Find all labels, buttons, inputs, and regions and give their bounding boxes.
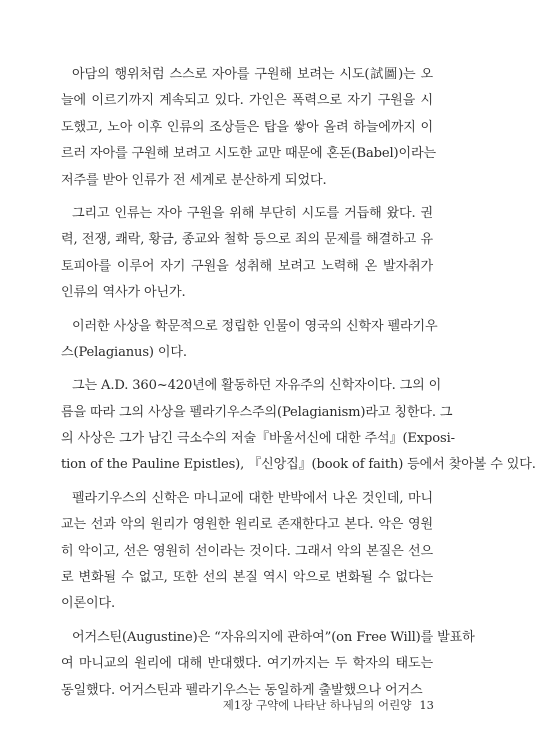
text-line: 그리고 인류는 자아 구원을 위해 부단히 시도를 거듭해 왔다. 권 bbox=[72, 205, 433, 221]
text-line: 름을 따라 그의 사상을 펠라기우스주의(Pelagianism)라고 칭한다. 그 bbox=[61, 404, 453, 420]
text-line: 인류의 역사가 아닌가. bbox=[61, 285, 186, 301]
text-line: tion of the Pauline Epistles), 『신앙집』(book of faith) 등에서 찾아볼 수 있다. bbox=[61, 457, 536, 473]
text-line: 어거스틴(Augustine)은 “자유의지에 관하여”(on Free Will)를 발표하 bbox=[72, 629, 475, 645]
text-line: 르러 자아를 구원해 보려고 시도한 교만 때문에 혼돈(Babel)이라는 bbox=[61, 146, 436, 162]
text-line: 동일했다. 어거스틴과 펠라기우스는 동일하게 출발했으나 어거스 bbox=[61, 682, 423, 698]
text-line: 펠라기우스의 신학은 마니교에 대한 반박에서 나온 것인데, 마니 bbox=[72, 490, 433, 506]
text-line: 토피아를 이루어 자기 구원을 성취해 보려고 노력해 온 발자취가 bbox=[61, 258, 433, 274]
text-line: 이러한 사상을 학문적으로 정립한 인물이 영국의 신학자 펠라기우 bbox=[72, 318, 438, 334]
text-line: 스(Pelagianus) 이다. bbox=[61, 344, 187, 360]
text-line: 여 마니교의 원리에 대해 반대했다. 여기까지는 두 학자의 태도는 bbox=[61, 656, 433, 672]
paragraph bbox=[61, 201, 433, 307]
text-line: 로 변화될 수 없고, 또한 선의 본질 역시 악으로 변화될 수 없다는 bbox=[61, 570, 433, 586]
chapter-title: 제1장 구약에 나타난 하나님의 어린양 bbox=[222, 698, 412, 712]
paragraph bbox=[61, 62, 436, 194]
text-line: 히 악이고, 선은 영원히 선이라는 것이다. 그래서 악의 본질은 선으 bbox=[61, 543, 433, 559]
text-line: 그는 A.D. 360~420년에 활동하던 자유주의 신학자이다. 그의 이 bbox=[72, 378, 442, 394]
page-number: 13 bbox=[419, 698, 434, 712]
text-line: 저주를 받아 인류가 전 세계로 분산하게 되었다. bbox=[61, 172, 327, 188]
text-line: 교는 선과 악의 원리가 영원한 원리로 존재한다고 본다. 악은 영원 bbox=[61, 517, 433, 533]
text-line: 도했고, 노아 이후 인류의 조상들은 탑을 쌓아 올려 하늘에까지 이 bbox=[61, 119, 433, 135]
text-line: 이론이다. bbox=[61, 596, 116, 612]
text-line: 의 사상은 그가 남긴 극소수의 저술『바울서신에 대한 주석』(Exposi- bbox=[61, 431, 455, 447]
paragraph bbox=[61, 314, 438, 367]
paragraph bbox=[61, 486, 433, 618]
text-line: 력, 전쟁, 쾌락, 황금, 종교와 철학 등으로 죄의 문제를 해결하고 유 bbox=[61, 232, 433, 248]
running-footer bbox=[223, 697, 434, 713]
text-line: 아담의 행위처럼 스스로 자아를 구원해 보려는 시도(試圖)는 오 bbox=[72, 67, 433, 82]
body-text bbox=[61, 62, 536, 711]
paragraph bbox=[61, 625, 475, 704]
paragraph bbox=[61, 373, 536, 479]
text-line: 늘에 이르기까지 계속되고 있다. 가인은 폭력으로 자기 구원을 시 bbox=[61, 93, 433, 109]
